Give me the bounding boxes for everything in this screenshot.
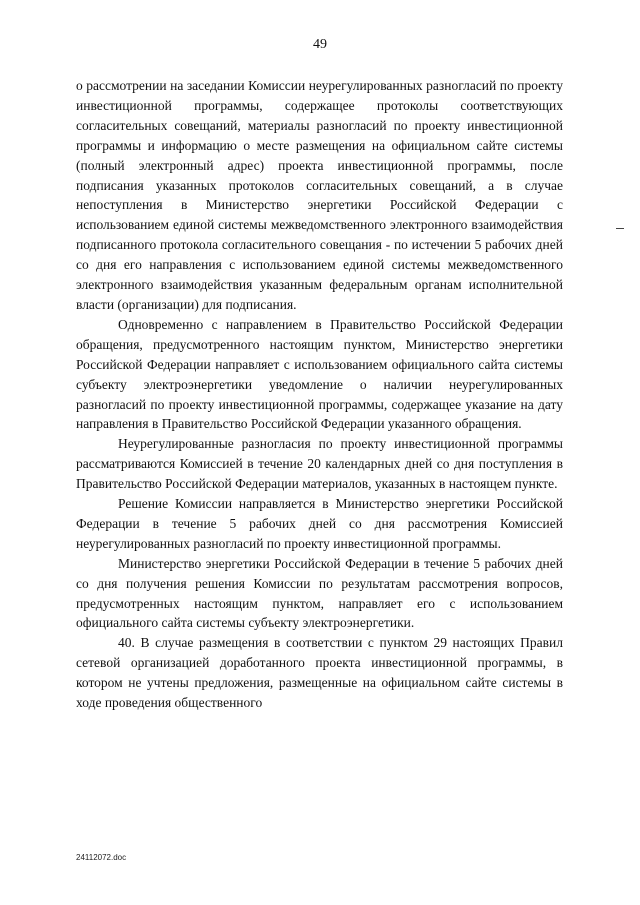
document-body [76,76,563,713]
paragraph: Решение Комиссии направляется в Министерство энергетики Российской Федерации в течение 5 рабочих дней со дня рассмотрения Комиссией неурегулированных разногласий по проекту инвестиционной программы. [76,496,563,551]
paragraph: Одновременно с направлением в Правительство Российской Федерации обращения, предусмотренного настоящим пунктом, Министерство энергетики Российской Федерации направляет с использованием официального сайта системы субъекту электроэнергетики уведомление о наличии неурегулированных разногласий по проекту инвестиционной программы, содержащее указание на дату направления в Правительство Российской Федерации указанного обращения. [76,316,563,432]
footer-filename: 24112072.doc [76,853,127,862]
paragraph-continuation: о рассмотрении на заседании Комиссии неурегулированных разногласий по проекту инвестиционной программы, содержащее протоколы соответствующих согласительных совещаний, материалы разногласий по проекту инвестиционной программы и информацию о месте размещения на официальном сайте системы (полный электронный адрес) проекта инвестиционной программы, после подписания указанных протоколов согласительных совещаний, а в случае непоступления в Министерство энергетики Российской Федерации с использованием единой системы межведомственного электронного взаимодействия подписанного протокола согласительного совещания - по истечении 5 рабочих дней со дня его направления с использованием единой системы межведомственного электронного взаимодействия указанным федеральным органам исполнительной власти (организации) для подписания. [76,78,563,312]
paragraph: Министерство энергетики Российской Федерации в течение 5 рабочих дней со дня получения решения Комиссии по результатам рассмотрения вопросов, предусмотренных настоящим пунктом, направляет его с использованием официального сайта системы субъекту электроэнергетики. [76,555,563,631]
paragraph: Неурегулированные разногласия по проекту инвестиционной программы рассматриваются Комиссией в течение 20 календарных дней со дня поступления в Правительство Российской Федерации материалов, указанных в настоящем пункте. [76,436,563,492]
paragraph-point-40: 40. В случае размещения в соответствии с пунктом 29 настоящих Правил сетевой организацией доработанного проекта инвестиционной программы, в котором не учтены предложения, размещенные на официальном сайте системы в ходе проведения общественного [76,635,563,711]
page-number: 49 [313,37,327,52]
margin-mark [616,228,624,229]
